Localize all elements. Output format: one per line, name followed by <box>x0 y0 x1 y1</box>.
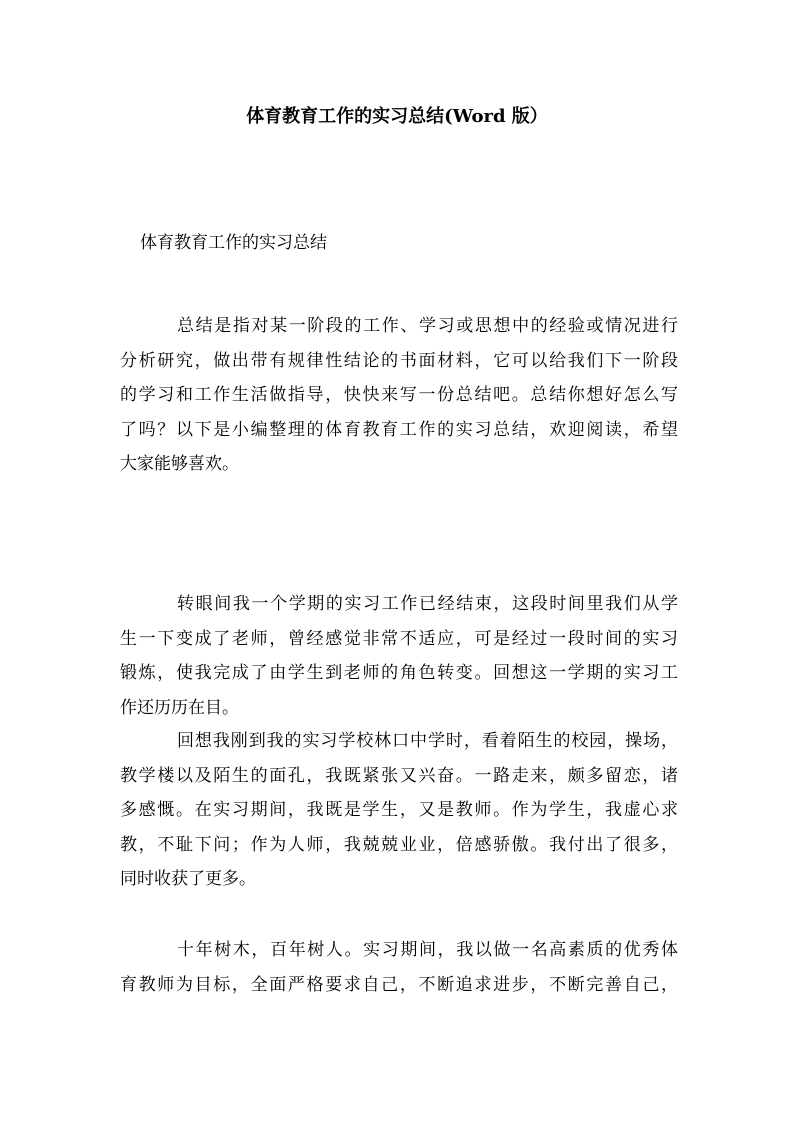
paragraph-line: 回想我刚到我的实习学校林口中学时，看着陌生的校园，操场， <box>177 731 678 751</box>
paragraph-intro <box>120 309 678 482</box>
paragraph-line: 锻炼，使我完成了由学生到老师的角色转变。回想这一学期的实习工 <box>120 663 678 683</box>
document-subheading: 体育教育工作的实习总结 <box>140 233 327 253</box>
paragraph-line: 同时收获了更多。 <box>120 869 256 889</box>
paragraph-line: 分析研究，做出带有规律性结论的书面材料，它可以给我们下一阶段 <box>120 350 678 371</box>
paragraph-transition <box>120 587 678 725</box>
paragraph-line: 多感慨。在实习期间，我既是学生，又是教师。作为学生，我虚心求 <box>120 800 678 820</box>
paragraph-line: 育教师为目标，全面严格要求自己，不断追求进步，不断完善自己， <box>120 974 678 995</box>
paragraph-line: 转眼间我一个学期的实习工作已经结束，这段时间里我们从学 <box>177 594 678 614</box>
paragraph-line: 生一下变成了老师，曾经感觉非常不适应，可是经过一段时间的实习 <box>120 628 678 649</box>
paragraph-line: 十年树木，百年树人。实习期间，我以做一名高素质的优秀体 <box>177 940 678 960</box>
paragraph-line: 教学楼以及陌生的面孔，我既紧张又兴奋。一路走来，颇多留恋，诸 <box>120 765 678 786</box>
paragraph-line: 大家能够喜欢。 <box>120 454 239 474</box>
paragraph-line: 作还历历在目。 <box>120 697 239 718</box>
paragraph-goals <box>120 933 678 1002</box>
paragraph-line: 教，不耻下问；作为人师，我兢兢业业，倍感骄傲。我付出了很多， <box>120 834 678 855</box>
paragraph-line: 的学习和工作生活做指导，快快来写一份总结吧。总结你想好怎么写 <box>120 385 678 405</box>
paragraph-line: 总结是指对某一阶段的工作、学习或思想中的经验或情况进行 <box>177 316 678 336</box>
document-title: 体育教育工作的实习总结(Word 版） <box>246 106 548 127</box>
paragraph-recollection <box>120 724 678 897</box>
paragraph-line: 了吗？以下是小编整理的体育教育工作的实习总结，欢迎阅读，希望 <box>120 419 678 440</box>
